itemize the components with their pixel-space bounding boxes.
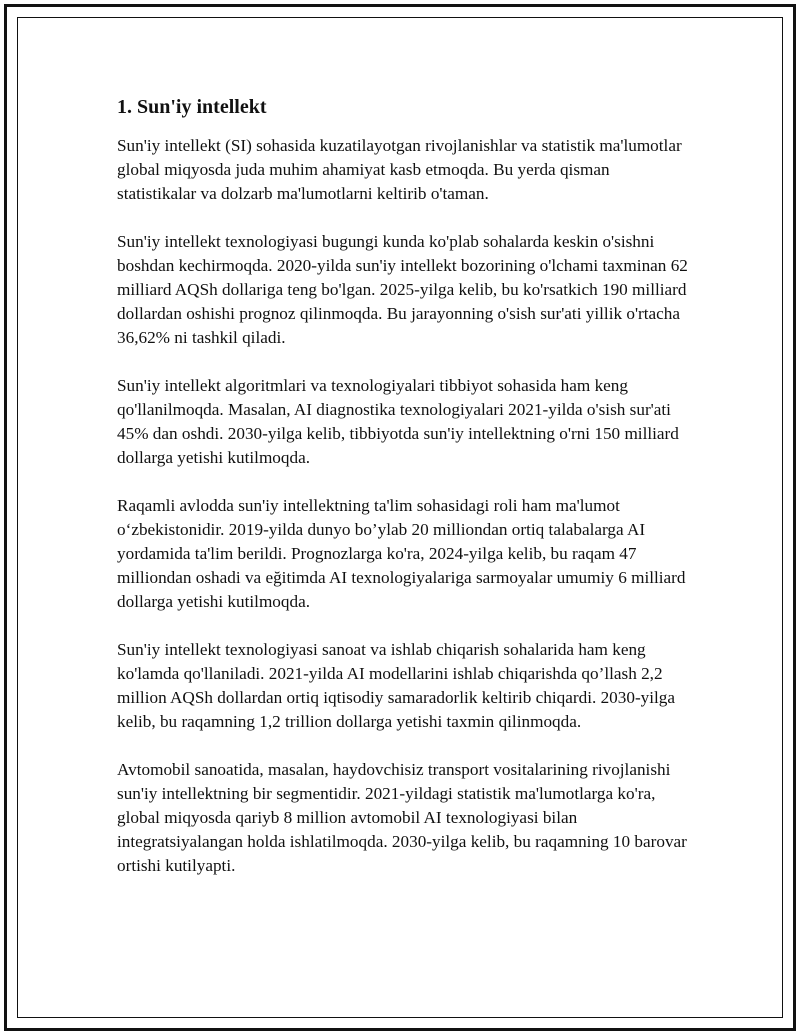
paragraph-medicine: Sun'iy intellekt algoritmlari va texnologiyalari tibbiyot sohasida ham keng qo'llanilmoqda. Masalan, AI diagnostika texnologiyalari 2021-yilda o'sish sur'ati 45% dan oshdi. 2030-yilga kelib, tibbiyotda sun'iy intellektning o'rni 150 milliard dollarga yetishi kutilmoqda. bbox=[117, 376, 679, 467]
paragraph-intro: Sun'iy intellekt (SI) sohasida kuzatilayotgan rivojlanishlar va statistik ma'lumotlar global miqyosda juda muhim ahamiyat kasb etmoqda. Bu yerda qisman statistikalar va dolzarb ma'lumotlarni keltirib o'taman. bbox=[117, 136, 682, 203]
paragraph-automotive: Avtomobil sanoatida, masalan, haydovchisiz transport vositalarining rivojlanishi sun'iy intellektning bir segmentidir. 2021-yildagi statistik ma'lumotlarga ko'ra, global miqyosda qariyb 8 million avtomobil AI texnologiyasi bilan integratsiyalangan holda ishlatilmoqda. 2030-yilga kelib, bu raqamning 10 barovar ortishi kutilyapti. bbox=[117, 760, 687, 875]
document-body bbox=[117, 94, 689, 902]
paragraph-education: Raqamli avlodda sun'iy intellektning ta'lim sohasidagi roli ham ma'lumot o‘zbekistonidir. 2019-yilda dunyo bo’ylab 20 milliondan ortiq talabalarga AI yordamida ta'lim berildi. Prognozlarga ko'ra, 2024-yilga kelib, bu raqam 47 milliondan oshadi va eğitimda AI texnologiyalariga sarmoyalar umumiy 6 milliard dollarga yetishi kutilmoqda. bbox=[117, 496, 686, 611]
paragraph-market-growth: Sun'iy intellekt texnologiyasi bugungi kunda ko'plab sohalarda keskin o'sishni boshdan kechirmoqda. 2020-yilda sun'iy intellekt bozorining o'lchami taxminan 62 milliard AQSh dollariga teng bo'lgan. 2025-yilga kelib, bu ko'rsatkich 190 milliard dollardan oshishi prognoz qilinmoqda. Bu jarayonning o'sish sur'ati yillik o'rtacha 36,62% ni tashkil qiladi. bbox=[117, 232, 688, 347]
section-heading: 1. Sun'iy intellekt bbox=[117, 96, 267, 118]
paragraph-industry: Sun'iy intellekt texnologiyasi sanoat va ishlab chiqarish sohalarida ham keng ko'lamda qo'llaniladi. 2021-yilda AI modellarini ishlab chiqarishda qo’llash 2,2 million AQSh dollardan ortiq iqtisodiy samaradorlik keltirib chiqardi. 2030-yilga kelib, bu raqamning 1,2 trillion dollarga yetishi taxmin qilinmoqda. bbox=[117, 640, 676, 731]
